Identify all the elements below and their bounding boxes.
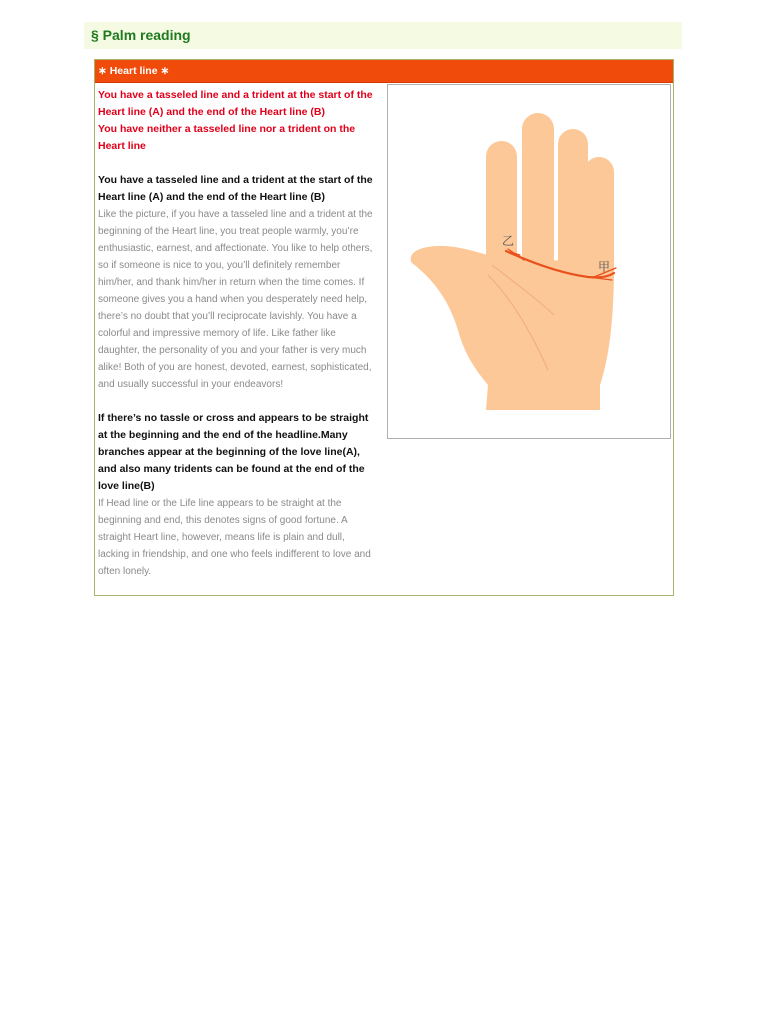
section-1-body: Like the picture, if you have a tasseled line and a trident at the beginning of the Heart line, you treat people warmly, you’re enthusiastic, earnest, and affectionate. You like to help others, so if someone is nice to you, you’ll definitely remember him/her, and thank him/her in return when the time comes. If someone gives you a hand when you desperately need help, there’s no doubt that you’ll reciprocate lavishly. You have a colorful and impressive memory of life. Like father like daughter, the personality of you and your father is very much alike! Both of you are honest, devoted, earnest, sophisticated, and usually successful in your endeavors!: [98, 209, 373, 390]
page-title: § Palm reading: [91, 27, 191, 43]
section-2-heading: If there’s no tassle or cross and appears to be straight at the beginning and the end of the headline.Many branches appear at the beginning of the love line(A), and also many tridents can be found at the end of the love line(B): [98, 412, 369, 492]
heart-line-panel: [94, 59, 674, 596]
section-2-body: If Head line or the Life line appears to be straight at the beginning and end, this denotes signs of good fortune. A straight Heart line, however, means life is plain and dull, lacking in friendship, and one who feels indifferent to love and often lonely.: [98, 498, 371, 577]
section-1-heading: You have a tasseled line and a trident at the start of the Heart line (A) and the end of the Heart line (B): [98, 174, 373, 203]
intro-line-2: You have neither a tasseled line nor a trident on the Heart line: [98, 123, 356, 152]
label-b: 甲: [598, 260, 611, 274]
page-title-bar: [84, 22, 682, 49]
intro-line-1: You have a tasseled line and a trident at the start of the Heart line (A) and the end of the Heart line (B): [98, 89, 373, 118]
hand-shape: [411, 113, 614, 410]
panel-header: [95, 60, 673, 83]
label-a: 乙: [502, 234, 515, 248]
panel-header-label: ∗ Heart line ∗: [98, 65, 170, 77]
text-column: [98, 87, 378, 580]
palm-illustration: [388, 85, 670, 438]
palm-image-frame: [387, 84, 671, 439]
intro-block: [98, 87, 378, 155]
palm: [411, 246, 614, 410]
